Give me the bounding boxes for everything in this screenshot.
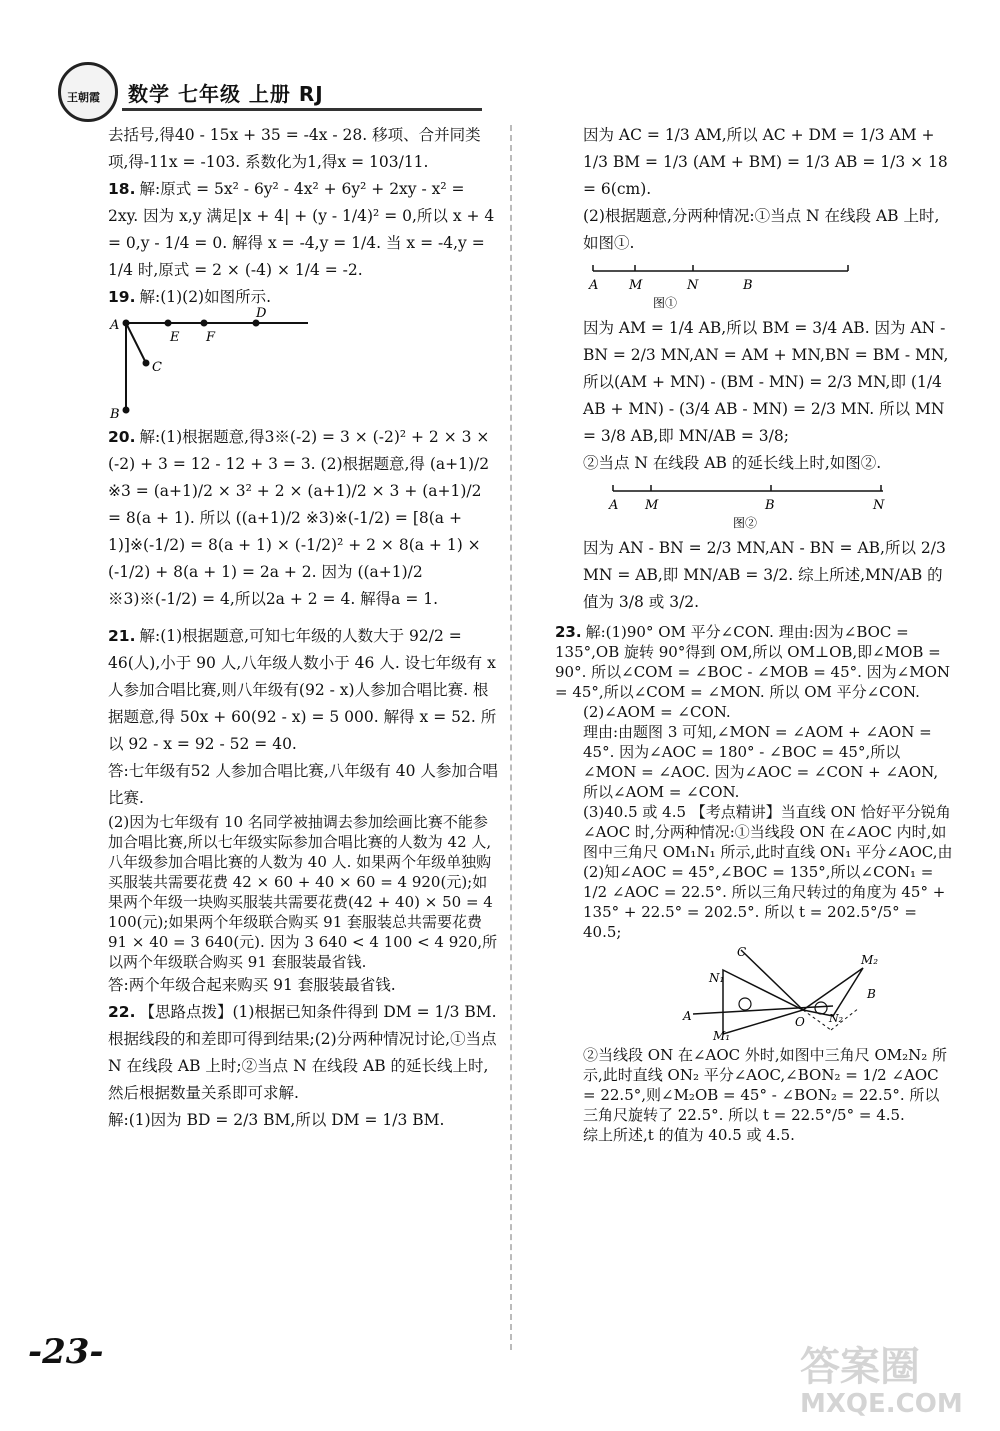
answer-21-part-2: (2)因为七年级有 10 名同学被抽调去参加绘画比赛不能参加合唱比赛,所以七年级实际参加合唱比赛的人数为 42 人,八年级参加合唱比赛的人数为 40 人. 如果两个年级单独购买服装共需要花费 42 × 60 + 40 × 60 = 4 920(元);如果两个年级一块购买服装共需要花费(42 + 40) × 50 = 4 100(元);如果两个年级联合购买 91 套服装总共需要花费 91 × 40 = 3 640(元). 因为 3 640 < 4 100 < 4 920,所以两个年级联合购买 91 套服装最省钱. [108, 813, 498, 971]
q22-number: 22. [108, 1003, 136, 1021]
fig19-label-A: A [110, 318, 120, 333]
figure-2 [583, 481, 883, 531]
answer-20 [108, 424, 498, 613]
fig23-label-A: A [683, 1009, 692, 1023]
q18-number: 18. [108, 180, 136, 198]
q23-number: 23. [555, 623, 582, 641]
fig2-label-N: N [873, 498, 885, 513]
answer-22-solution: 解:(1)因为 BD = 2/3 BM,所以 DM = 1/3 BM. [108, 1111, 445, 1129]
answer-22-case-2: 因为 AN - BN = 2/3 MN,AN - BN = AB,所以 2/3 MN = AB,即 MN/AB = 3/2. 综上所述,MN/AB 的值为 3/8 或 3/2. [583, 539, 946, 611]
answer-22-part-1: 因为 AC = 1/3 AM,所以 AC + DM = 1/3 AM + 1/3 BM = 1/3 (AM + BM) = 1/3 AB = 1/3 × 18 = 6(cm). [583, 126, 948, 198]
fig1-label-M: M [629, 278, 643, 293]
fig1-caption: 图① [653, 296, 678, 310]
watermark-line-1: 答案圈 [800, 1344, 920, 1390]
header-rule [122, 108, 482, 111]
fig2-label-A: A [609, 498, 619, 513]
answer-21 [108, 623, 498, 758]
fig2-caption: 图② [733, 516, 758, 530]
answer-23 [555, 622, 953, 702]
fig23-label-N2: N₂ [829, 1012, 844, 1025]
fig1-label-N: N [687, 278, 699, 293]
answer-22-part-2-intro: (2)根据题意,分两种情况:①当点 N 在线段 AB 上时,如图①. [583, 207, 940, 252]
column-divider [510, 125, 512, 1350]
figure-23 [683, 946, 883, 1041]
answer-23-part-2-reason: 理由:由题图 3 可知,∠MON = ∠AOM + ∠AON = 45°. 因为∠AOC = 180° - ∠BOC = 45°,所以∠MON = ∠AOC. 因为∠AOC = ∠CON + ∠AON,所以∠AOM = ∠CON. [583, 723, 939, 801]
q20-text: 解:(1)根据题意,得3※(-2) = 3 × (-2)² + 2 × 3 × (-2) + 3 = 12 - 12 + 3 = 3. (2)根据题意,得 (a+1)/2 ※3 = (a+1)/2 × 3² + 2 × (a+1)/2 × 3 + (a+1)/2 = 8(a + 1). 所以 ((a+1)/2 ※3)※(-1/2) = [8(a + 1)]※(-1/2) = 8(a + 1) × (-1/2)² + 2 × 8(a + 1) × (-1/2) + 8(a + 1) = 2a + 2. 因为 ((a+1)/2 ※3)※(-1/2) = 4,所以2a + 2 = 4. 解得a = 1. [108, 428, 490, 608]
fig1-label-A: A [589, 278, 599, 293]
fig19-label-D: D [256, 306, 267, 321]
fig19-label-E: E [170, 330, 180, 345]
watermark [800, 1345, 990, 1425]
answer-22-case-1: 因为 AM = 1/4 AB,所以 BM = 3/4 AB. 因为 AN - BN = 2/3 MN,AN = AM + MN,BN = BM - MN,所以(AM + MN) - (BM - MN) = 2/3 MN,即 (1/4 AB + MN) - (3/4 AB - MN) = 2/3 MN. 所以 MN = 3/8 AB,即 MN/AB = 3/8; [583, 319, 949, 445]
fig19-label-F: F [206, 330, 216, 345]
q20-number: 20. [108, 428, 136, 446]
answer-17-tail: 去括号,得40 - 15x + 35 = -4x - 28. 移项、合并同类项,得-11x = -103. 系数化为1,得x = 103/11. [108, 126, 481, 171]
fig23-label-B: B [867, 987, 876, 1001]
fig2-label-B: B [765, 498, 775, 513]
answer-22-hint [108, 999, 498, 1107]
answer-23-part-2: (2)∠AOM = ∠CON. [583, 703, 731, 721]
answer-21-conclusion-2: 答:两个年级合起来购买 91 套服装最省钱. [108, 976, 396, 994]
q21-text: 解:(1)根据题意,可知七年级的人数大于 92/2 = 46(人),小于 90 人,八年级人数小于 46 人. 设七年级有 x 人参加合唱比赛,则八年级有(92 - x)人参加合唱比赛. 根据题意,得 50x + 60(92 - x) = 5 000. 解得 x = 52. 所以 92 - x = 92 - 52 = 40. [108, 627, 497, 753]
brand-logo [58, 62, 118, 122]
left-column [108, 122, 498, 1134]
q19-number: 19. [108, 288, 136, 306]
answer-21-conclusion-1: 答:七年级有52 人参加合唱比赛,八年级有 40 人参加合唱比赛. [108, 762, 498, 807]
fig23-label-C: C [737, 945, 747, 959]
logo-text: 王朝霞 [67, 91, 100, 104]
header-title: 数学 七年级 上册 RJ [128, 82, 324, 106]
fig23-label-O: O [795, 1015, 805, 1029]
fig19-label-B: B [110, 407, 120, 422]
q22-hint-text: 【思路点拨】(1)根据已知条件得到 DM = 1/3 BM. 根据线段的和差即可得到结果;(2)分两种情况讨论,①当点 N 在线段 AB 上时;②当点 N 在线段 AB 的延长线上时,然后根据数量关系即可求解. [108, 1003, 497, 1102]
fig1-label-B: B [743, 278, 753, 293]
q19-text: 解:(1)(2)如图所示. [139, 288, 272, 306]
fig23-label-M2: M₂ [861, 953, 879, 967]
fig23-label-N1: N₁ [709, 971, 725, 985]
q18-text: 解:原式 = 5x² - 6y² - 4x² + 6y² + 2xy - x² = 2xy. 因为 x,y 满足|x + 4| + (y - 1/4)² = 0,所以 x + 4 = 0,y - 1/4 = 0. 解得 x = -4,y = 1/4. 当 x = -4,y = 1/4 时,原式 = 2 × (-4) × 1/4 = -2. [108, 180, 495, 279]
page-number: -23- [28, 1332, 104, 1372]
fig23-label-M1: M₁ [713, 1029, 731, 1043]
page-header [58, 62, 498, 122]
right-column [555, 122, 953, 1145]
fig2-label-M: M [645, 498, 659, 513]
answer-23-case-2: ②当线段 ON 在∠AOC 外时,如图中三角尺 OM₂N₂ 所示,此时直线 ON₂ 平分∠AOC,∠BON₂ = 1/2 ∠AOC = 22.5°,则∠M₂OB = 45° - ∠BON₂ = 22.5°. 所以三角尺旋转了 22.5°. 所以 t = 22.5°/5° = 4.5. [583, 1046, 948, 1124]
q23-text: 解:(1)90° OM 平分∠CON. 理由:因为∠BOC = 135°,OB 旋转 90°得到 OM,所以 OM⊥OB,即∠MOB = 90°. 所以∠COM = ∠BOC - ∠MOB = 45°. 因为∠MON = 45°,所以∠COM = ∠MON. 所以 OM 平分∠CON. [555, 623, 951, 701]
figure-19 [108, 306, 318, 422]
answer-23-conclusion: 综上所述,t 的值为 40.5 或 4.5. [583, 1126, 795, 1144]
answer-19 [108, 284, 498, 311]
figure-1 [583, 261, 853, 311]
answer-23-part-3: (3)40.5 或 4.5 【考点精讲】当直线 ON 恰好平分锐角∠AOC 时,分两种情况:①当线段 ON 在∠AOC 内时,如图中三角尺 OM₁N₁ 所示,此时直线 ON₁ 平分∠AOC,由(2)知∠AOC = 45°,∠BOC = 135°,所以∠CON₁ = 1/2 ∠AOC = 22.5°. 所以三角尺转过的角度为 45° + 135° + 22.5° = 202.5°. 所以 t = 202.5°/5° = 40.5; [583, 803, 953, 941]
fig19-label-C: C [152, 360, 162, 375]
q21-number: 21. [108, 627, 136, 645]
watermark-line-2: MXQE.COM [800, 1389, 963, 1419]
answer-18 [108, 176, 498, 284]
answer-22-case-2-intro: ②当点 N 在线段 AB 的延长线上时,如图②. [583, 454, 882, 472]
